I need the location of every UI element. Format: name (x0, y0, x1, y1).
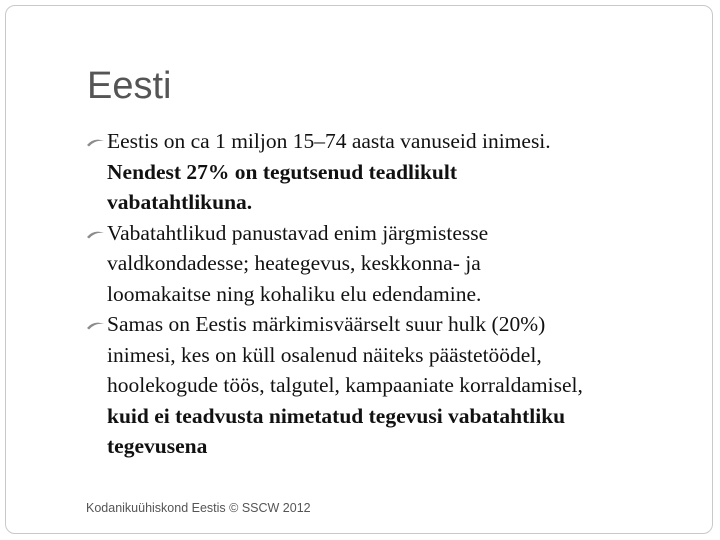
bullet-item (86, 309, 706, 462)
swoosh-bullet-icon (86, 137, 105, 147)
bullet-line: Eestis on ca 1 miljon 15–74 aasta vanuseid inimesi. (107, 129, 551, 153)
bullet-line: Samas on Eestis märkimisväärselt suur hulk (20%) (107, 312, 546, 336)
slide-title: Eesti (87, 65, 172, 107)
bullet-line: vabatahtlikuna. (107, 190, 253, 214)
bullet-item (86, 218, 706, 310)
bullet-line: Nendest 27% on tegutsenud teadlikult (107, 159, 458, 184)
swoosh-bullet-icon (86, 320, 105, 330)
bullet-line: valdkondadesse; heategevus, keskkonna- ja (107, 251, 481, 275)
bullet-line: inimesi, kes on küll osalenud näiteks päästetöödel, (107, 342, 542, 367)
bullet-item (86, 126, 706, 218)
bullet-line: hoolekogude töös, talgutel, kampaaniate korraldamisel, (107, 373, 583, 397)
bullet-line: tegevusena (107, 434, 208, 458)
slide (5, 5, 713, 534)
slide-footer: Kodanikuühiskond Eestis © SSCW 2012 (86, 501, 311, 515)
bullet-line: Vabatahtlikud panustavad enim järgmistesse (107, 220, 489, 245)
slide-body (86, 126, 706, 462)
bullet-line: loomakaitse ning kohaliku elu edendamine. (107, 281, 482, 306)
swoosh-bullet-icon (86, 229, 105, 239)
bullet-line: kuid ei teadvusta nimetatud tegevusi vabatahtliku (107, 403, 566, 428)
